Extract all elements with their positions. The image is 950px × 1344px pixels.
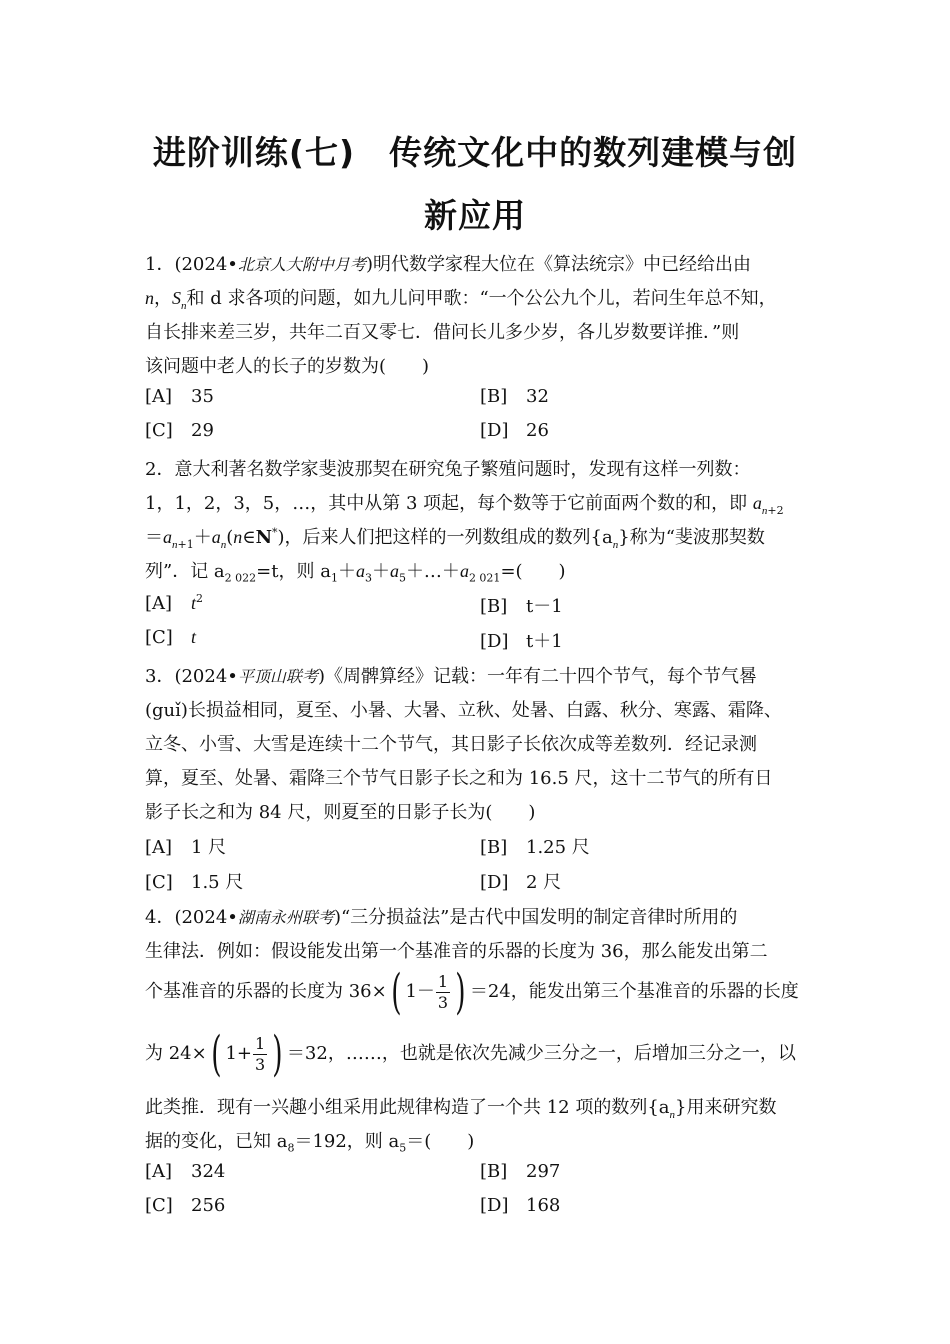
- page-title: 进阶训练(七) 传统文化中的数列建模与创: [152, 133, 798, 172]
- q2-line-1: 2．意大利著名数学家斐波那契在研究兔子繁殖问题时，发现有这样一列数：: [145, 459, 751, 480]
- q4-line-6: 据的变化，已知 $a_8=192$，则 $a_5=$( ): [145, 1131, 475, 1155]
- q1-option-a[interactable]: [A] 35: [145, 386, 214, 407]
- q2-option-c[interactable]: [C] t: [145, 627, 197, 648]
- q2-option-b[interactable]: [B] t－1: [480, 596, 563, 617]
- q1-option-d[interactable]: [D] 26: [480, 420, 549, 441]
- q3-line-5: 影子长之和为 84 尺，则夏至的日影子长为( ): [145, 802, 536, 823]
- q1-line-1: 1．(2024•北京人大附中月考)明代数学家程大位在《算法统宗》中已经给出由: [145, 254, 751, 275]
- q3-line-2: (guǐ)长损益相同，夏至、小暑、大暑、立秋、处暑、白露、秋分、寒露、霜降、: [145, 700, 782, 721]
- q4-option-d[interactable]: [D] 168: [480, 1195, 561, 1216]
- q4-option-c[interactable]: [C] 256: [145, 1195, 226, 1216]
- q4-option-b[interactable]: [B] 297: [480, 1161, 561, 1182]
- q2-line-3: $=a_{n+1}+a_n(n\in N^*)$，后来人们把这样的一列数组成的数列$\{a_n\}$称为“斐波那契数: [145, 526, 765, 551]
- q4-option-a[interactable]: [A] 324: [145, 1161, 226, 1182]
- page-title-continued: 新应用: [424, 196, 526, 235]
- q2-option-d[interactable]: [D] t＋1: [480, 631, 563, 652]
- q1-line-3: 自长排来差三岁，共年二百又零七．借问长儿多少岁，各儿岁数要详推．”则: [145, 322, 740, 343]
- q3-line-4: 算，夏至、处暑、霜降三个节气日影子长之和为 16.5 尺，这十二节气的所有日: [145, 768, 773, 789]
- q2-line-4: 列”．记 $a_{2 022}=t$，则 $a_1+a_3+a_5+\dots+a_{2 021}=$( ): [145, 561, 566, 585]
- q4-line-3: 个基准音的乐器的长度为 36×( 1－ $\frac{1}{3}$ ) ＝24，能发出第三个基准音的乐器的长度: [145, 964, 799, 1020]
- fraction-one-third-2: $\frac{1}{3}$: [255, 1033, 266, 1074]
- q1-line-2: n，$S_n$和 d 求各项的问题，如九儿问甲歌：“一个公公九个儿，若问生年总不知，: [145, 288, 777, 312]
- q1-source: 北京人大附中月考: [237, 255, 366, 274]
- q4-line-5: 此类推．现有一兴趣小组采用此规律构造了一个共 12 项的数列$\{a_n\}$用来研究数: [145, 1097, 777, 1121]
- q3-option-d[interactable]: [D] 2 尺: [480, 872, 562, 893]
- q2-option-a[interactable]: [A] $t^2$: [145, 592, 204, 614]
- q4-source: 湖南永州联考: [237, 908, 334, 927]
- q4-line-2: 生律法．例如：假设能发出第一个基准音的乐器的长度为 36，那么能发出第二: [145, 941, 768, 962]
- q3-line-1: 3．(2024•平顶山联考)《周髀算经》记载：一年有二十四个节气，每个节气晷: [145, 666, 757, 687]
- q4-line-4: 为 24×( 1+ $\frac{1}{3}$ ) ＝32，……，也就是依次先减少三分之一，后增加三分之一，以: [145, 1026, 796, 1082]
- fraction-one-third: $\frac{1}{3}$: [437, 971, 449, 1012]
- q3-line-3: 立冬、小雪、大雪是连续十二个节气，其日影子长依次成等差数列．经记录测: [145, 734, 757, 755]
- q1-option-c[interactable]: [C] 29: [145, 420, 214, 441]
- q4-line-1: 4．(2024•湖南永州联考)“三分损益法”是古代中国发明的制定音律时所用的: [145, 907, 738, 928]
- q3-option-c[interactable]: [C] 1.5 尺: [145, 872, 244, 893]
- q1-option-b[interactable]: [B] 32: [480, 386, 549, 407]
- q3-source: 平顶山联考: [237, 667, 318, 686]
- q3-option-b[interactable]: [B] 1.25 尺: [480, 837, 590, 858]
- q1-line-4: 该问题中老人的长子的岁数为( ): [145, 356, 430, 377]
- q3-option-a[interactable]: [A] 1 尺: [145, 837, 227, 858]
- q2-line-2: 1，1，2，3，5，…，其中从第 3 项起，每个数等于它前面两个数的和，即 $a_{n+2}$: [145, 493, 784, 517]
